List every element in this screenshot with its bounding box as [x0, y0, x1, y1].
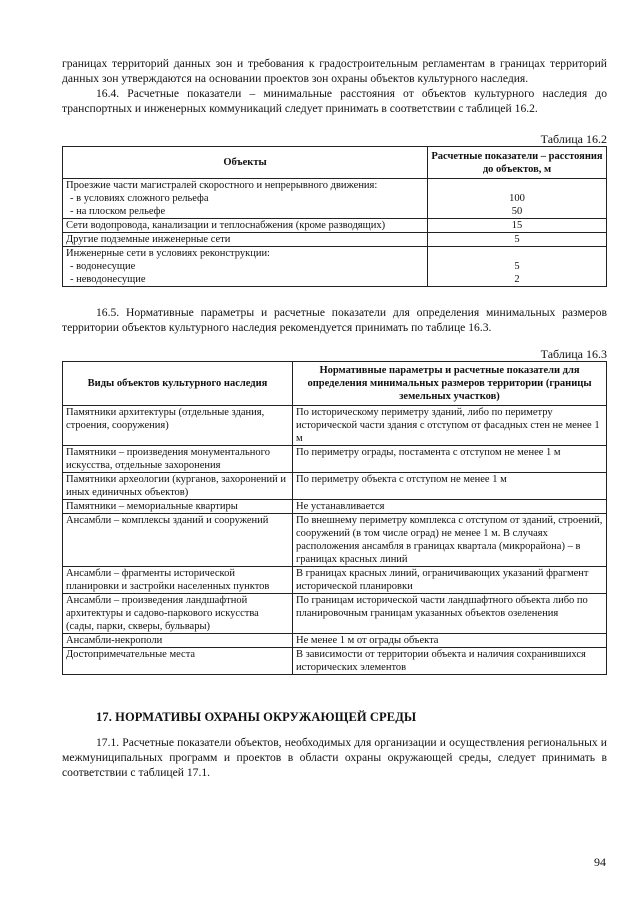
- row-label: Другие подземные инженерные сети: [63, 233, 428, 247]
- table-row: [63, 179, 607, 219]
- table-row: [63, 648, 607, 675]
- table-row: [63, 247, 607, 287]
- row-value: 5: [514, 261, 520, 272]
- row-sublabel: - на плоском рельефе: [70, 206, 166, 217]
- row-param: По границам исторической части ландшафтного объекта либо по планировочным границам указанных объектов озеленения: [293, 594, 607, 634]
- table-row: [63, 514, 607, 567]
- row-value: [431, 179, 603, 192]
- row-param: По историческому периметру зданий, либо по периметру исторической части здания с отступом от фасадных стен не менее 1 м: [293, 406, 607, 446]
- table-row: [63, 594, 607, 634]
- row-param: В границах красных линий, ограничивающих указаний фрагмент исторической планировки: [293, 567, 607, 594]
- row-type: Памятники археологии (курганов, захоронений и иных единичных объектов): [63, 473, 293, 500]
- row-param: Не устанавливается: [293, 500, 607, 514]
- row-type: Достопримечательные места: [63, 648, 293, 675]
- table-16-3-header-params: Нормативные параметры и расчетные показатели для определения минимальных размеров территории (границы земельных участков): [293, 362, 607, 406]
- section-17-heading: 17. НОРМАТИВЫ ОХРАНЫ ОКРУЖАЮЩЕЙ СРЕДЫ: [96, 710, 417, 724]
- row-param: Не менее 1 м от ограды объекта: [293, 634, 607, 648]
- table-16-2: [62, 146, 607, 287]
- row-type: Ансамбли – комплексы зданий и сооружений: [63, 514, 293, 567]
- row-label: Инженерные сети в условиях реконструкции:: [66, 248, 270, 259]
- row-type: Памятники архитектуры (отдельные здания, строения, сооружения): [63, 406, 293, 446]
- row-value: 50: [511, 206, 523, 217]
- row-sublabel: - неводонесущие: [70, 274, 146, 285]
- table-16-2-header-objects: Объекты: [63, 147, 428, 179]
- row-value: 15: [428, 219, 607, 233]
- row-label: Сети водопровода, канализации и теплоснабжения (кроме разводящих): [63, 219, 428, 233]
- document-page: [62, 56, 607, 780]
- table-row: [63, 634, 607, 648]
- intro-paragraph: границах территорий данных зон и требования к градостроительным регламентам в границах территорий данных зон утверждаются на основании проектов зон охраны объектов культурного наследия.: [62, 57, 607, 85]
- row-param: По периметру объекта с отступом не менее 1 м: [293, 473, 607, 500]
- table-16-3-caption: Таблица 16.3: [540, 347, 607, 361]
- table-16-3: [62, 361, 607, 675]
- table-16-3-header-types: Виды объектов культурного наследия: [63, 362, 293, 406]
- row-label: Проезжие части магистралей скоростного и непрерывного движения:: [66, 180, 378, 191]
- page-number: 94: [594, 855, 606, 869]
- table-row: [63, 567, 607, 594]
- paragraph-17-1: 17.1. Расчетные показатели объектов, необходимых для организации и осуществления региональных и межмуниципальных программ и проектов в области охраны окружающей среды, следует принимать в соответствии с таблицей 17.1.: [62, 736, 607, 779]
- table-row: [63, 473, 607, 500]
- row-type: Памятники – произведения монументального искусства, отдельные захоронения: [63, 446, 293, 473]
- table-16-2-caption: Таблица 16.2: [540, 132, 607, 146]
- row-type: Памятники – мемориальные квартиры: [63, 500, 293, 514]
- paragraph-16-4: 16.4. Расчетные показатели – минимальные расстояния от объектов культурного наследия до транспортных и инженерных коммуникаций следует принимать в соответствии с таблицей 16.2.: [62, 87, 607, 115]
- row-type: Ансамбли – произведения ландшафтной архитектуры и садово-паркового искусства (сады, парки, скверы, бульвары): [63, 594, 293, 634]
- table-16-2-header-values: Расчетные показатели – расстояния до объектов, м: [428, 147, 607, 179]
- row-type: Ансамбли-некрополи: [63, 634, 293, 648]
- table-row: [63, 446, 607, 473]
- table-row: [63, 500, 607, 514]
- row-value: 2: [514, 274, 520, 285]
- row-type: Ансамбли – фрагменты исторической планировки и застройки населенных пунктов: [63, 567, 293, 594]
- paragraph-16-5: 16.5. Нормативные параметры и расчетные показатели для определения минимальных размеров территории объектов культурного наследия рекомендуется принимать по таблице 16.3.: [62, 306, 607, 334]
- table-row: [63, 406, 607, 446]
- table-row: [63, 219, 607, 233]
- row-sublabel: - водонесущие: [70, 261, 136, 272]
- table-row: [63, 233, 607, 247]
- row-param: В зависимости от территории объекта и наличия сохранившихся исторических элементов: [293, 648, 607, 675]
- row-param: По внешнему периметру комплекса с отступом от зданий, строений, сооружений (в том числе оград) не менее 1 м. В случаях расположения ансамбля в границах квартала (микрорайона) – в границах красных линий: [293, 514, 607, 567]
- row-value: [431, 247, 603, 260]
- row-sublabel: - в условиях сложного рельефа: [70, 193, 209, 204]
- row-value: 100: [509, 193, 525, 204]
- row-param: По периметру ограды, постамента с отступом не менее 1 м: [293, 446, 607, 473]
- row-value: 5: [428, 233, 607, 247]
